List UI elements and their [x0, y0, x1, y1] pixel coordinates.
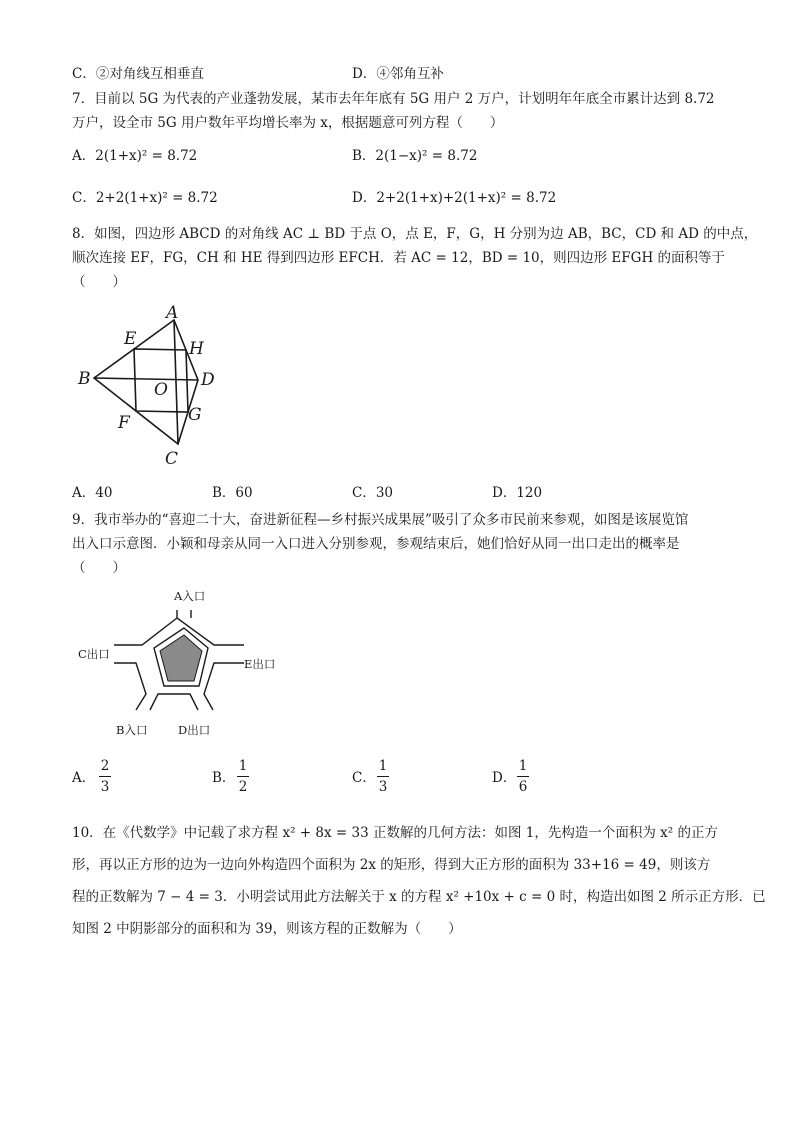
- q8-stem-line2: 顺次连接 EF，FG，CH 和 HE 得到四边形 EFCH．若 AC = 12，BD = 10，则四边形 EFGH 的面积等于: [72, 250, 726, 266]
- q9-option-d-letter: D．: [492, 770, 517, 786]
- label-o: O: [154, 380, 168, 400]
- q9-option-b-numerator: 1: [238, 758, 248, 774]
- q7-option-d: D．2+2(1+x)+2(1+x)² = 8.72: [352, 190, 557, 206]
- q7-option-c: C．2+2(1+x)² = 8.72: [72, 190, 218, 206]
- q9-option-c-numerator: 1: [378, 758, 388, 774]
- q10-stem-line3: 程的正数解为 7 − 4 = 3．小明尝试用此方法解关于 x 的方程 x² +10x + c = 0 时，构造出如图 2 所示正方形．已: [72, 889, 766, 905]
- q9-option-d-numerator: 1: [518, 758, 528, 774]
- q9-option-a-numerator: 2: [100, 758, 110, 774]
- shaded-hall: [160, 635, 202, 681]
- q7-option-b: B．2(1−x)² = 8.72: [352, 148, 478, 164]
- q6-option-d: D．④邻角互补: [352, 66, 444, 82]
- label-c-exit: C出口: [78, 647, 110, 661]
- q9-stem-line1: 9．我市举办的“喜迎二十大，奋进新征程—乡村振兴成果展”吸引了众多市民前来参观，如图是该展览馆: [72, 512, 689, 528]
- label-b: B: [78, 369, 91, 389]
- q9-option-c-letter: C．: [352, 770, 376, 786]
- fraction-bar: [99, 776, 111, 777]
- q10-stem-line2: 形，再以正方形的边为一边向外构造四个面积为 2x 的矩形，得到大正方形的面积为 33+16 = 49，则该方: [72, 857, 711, 873]
- q9-option-c-fraction: [375, 758, 391, 795]
- label-e: E: [124, 329, 137, 349]
- diagonal-bd: [94, 378, 198, 380]
- label-h: H: [189, 339, 204, 359]
- q8-stem-line3: （ ）: [72, 274, 126, 290]
- diagonal-ac: [174, 320, 178, 444]
- quad-abcd: [94, 320, 198, 444]
- q8-option-b: B．60: [212, 485, 253, 501]
- q9-stem-line2: 出入口示意图．小颖和母亲从同一入口进入分别参观，参观结束后，她们恰好从同一出口走出的概率是: [72, 536, 680, 552]
- q9-option-d-fraction: [515, 758, 531, 795]
- fraction-bar: [237, 776, 249, 777]
- q9-option-b-letter: B．: [212, 770, 236, 786]
- exhibition-hall-figure: [74, 582, 294, 744]
- q9-option-c-denominator: 3: [378, 779, 388, 795]
- q6-option-c: C．②对角线互相垂直: [72, 66, 204, 82]
- q9-option-a-denominator: 3: [100, 779, 110, 795]
- q9-option-b-fraction: [235, 758, 251, 795]
- label-c: C: [165, 449, 179, 469]
- q9-option-b-denominator: 2: [238, 779, 248, 795]
- q7-stem-line2: 万户，设全市 5G 用户数年平均增长率为 x，根据题意可列方程（ ）: [72, 115, 504, 131]
- quadrilateral-figure: [70, 296, 230, 476]
- label-e-exit: E出口: [244, 657, 276, 671]
- fraction-bar: [377, 776, 389, 777]
- fraction-bar: [517, 776, 529, 777]
- q9-option-a-letter: A．: [72, 770, 96, 786]
- q9-option-d-denominator: 6: [518, 779, 528, 795]
- q8-option-d: D．120: [492, 485, 543, 501]
- q7-option-a: A．2(1+x)² = 8.72: [72, 148, 198, 164]
- q10-stem-line1: 10．在《代数学》中记载了求方程 x² + 8x = 33 正数解的几何方法：如图 1，先构造一个面积为 x² 的正方: [72, 825, 718, 841]
- label-d-exit: D出口: [178, 723, 211, 737]
- label-g: G: [188, 405, 202, 425]
- label-a-entrance: A入口: [174, 589, 206, 603]
- label-a: A: [166, 303, 179, 323]
- label-d: D: [201, 370, 215, 390]
- q9-stem-line3: （ ）: [72, 560, 126, 576]
- label-b-entrance: B入口: [116, 723, 148, 737]
- q7-stem-line1: 7．目前以 5G 为代表的产业蓬勃发展，某市去年年底有 5G 用户 2 万户，计划明年年底全市累计达到 8.72: [72, 91, 715, 107]
- q8-option-c: C．30: [352, 485, 394, 501]
- q10-stem-line4: 知图 2 中阴影部分的面积和为 39，则该方程的正数解为（ ）: [72, 921, 462, 937]
- q8-stem-line1: 8．如图，四边形 ABCD 的对角线 AC ⊥ BD 于点 O，点 E，F，G，H 分别为边 AB，BC，CD 和 AD 的中点，: [72, 226, 758, 242]
- q8-option-a: A．40: [72, 485, 113, 501]
- label-f: F: [118, 413, 130, 433]
- q9-option-a-fraction: [97, 758, 113, 795]
